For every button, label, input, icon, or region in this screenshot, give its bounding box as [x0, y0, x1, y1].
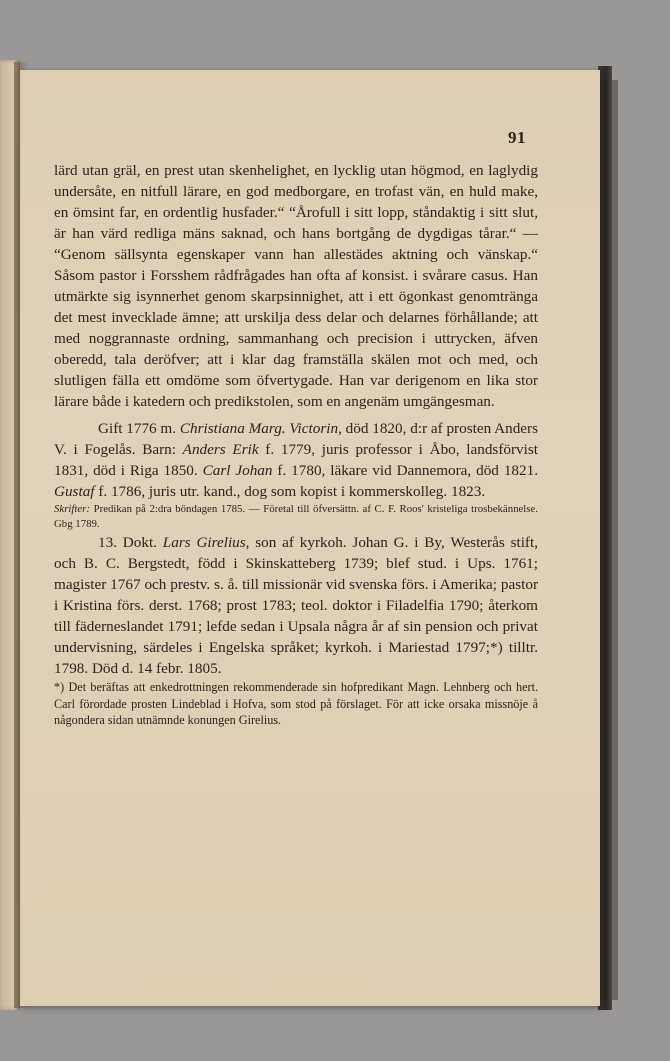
wife-name: Christiana Marg. Victorin: [179, 420, 339, 437]
writings-note: [54, 502, 538, 532]
entry-13-paragraph: [54, 532, 538, 679]
family-after-child1: f. 1779, juris professor i Åbo, landsförvist 1831, död i Riga 1850.: [54, 441, 538, 479]
child-name-gustaf: Gustaf: [54, 483, 95, 500]
family-paragraph: [54, 418, 538, 502]
family-after-child3: f. 1786, juris utr. kand., dog som kopist i kommerskolleg. 1823.: [94, 483, 486, 500]
page-body: [54, 160, 538, 729]
page-number: 91: [508, 128, 526, 147]
writings-text: Predikan på 2:dra böndagen 1785. — Företal till öfversättn. af C. F. Roos' kristeliga trosbekännelse. Gbg 1789.: [54, 503, 538, 530]
biography-paragraph: lärd utan gräl, en prest utan skenhelighet, en lycklig utan högmod, en laglydig undersåte, en nitfull lärare, en god medborgare, en trofast vän, en huld make, en ömsint far, en ordentlig husfader.“ “Årofull i sitt lopp, ståndaktig i sitt slut, är han värd redliga mäns saknad, och hans bortgång de dygdigas tårar.“ — “Genom sällsynta egenskaper vann han allestädes aktning och vänskap.“ Såsom pastor i Forsshem rådfrågades han ofta af konsist. i svårare casus. Han utmärkte sig isynnerhet genom skarpsinnighet, att i ett ögonkast genomtränga det mest invecklade ämne; att urskilja dess delar och delarnes förhållande; att med noggrannaste ordning, sammanhang och precision i uttrycken, äfven oberedd, tala deröfver; att i klar dag framställa skälen mot och med, och slutligen fälla ett omdöme som öfvertygade. Han var derigenom en lika stor lärare både i katedern och predikstolen, som en angenäm umgängesman.: [54, 162, 538, 410]
book-cover-back: [612, 80, 618, 1000]
child-name-anders-erik: Anders Erik: [182, 441, 259, 458]
child-name-carl-johan: Carl Johan: [202, 462, 273, 479]
entry-13-text: , son af kyrkoh. Johan G. i By, Westerås stift, och B. C. Bergstedt, född i Skinskatteberg 1739; blef stud. i Ups. 1761; magister 1767 och prestv. s. å. till missionär vid svenska förs. i Amerika; pastor i Kristina förs. derst. 1768; prost 1783; teol. doktor i Filadelfia 1790; återkom till fäderneslandet 1791; lefde sedan i Upsala några år af sin pension och privat undervisning, särdeles i Engelska språket; kyrkoh. i Mariestad 1797;*) tilltr. 1798. Död d. 14 febr. 1805.: [54, 534, 538, 677]
footnote: *) Det beräftas att enkedrottningen rekommenderade sin hofpredikant Magn. Lehnberg och hert. Carl förordade prosten Lindeblad i Hofva, som stod på förslaget. För att icke orsaka missnöje å någondera sidan utnämnde konungen Girelius.: [54, 680, 538, 727]
family-intro: Gift 1776 m.: [98, 420, 180, 437]
book-page: [20, 70, 600, 1006]
book-cover-edge: [598, 66, 612, 1010]
entry-13-number: 13. Dokt.: [98, 534, 163, 551]
family-after-child2: f. 1780, läkare vid Dannemora, död 1821.: [272, 462, 538, 479]
family-after-wife: , död 1820, d:r af prosten Anders V. i Fogelås. Barn:: [54, 420, 538, 458]
writings-label: Skrifter:: [54, 503, 90, 515]
entry-13-name: Lars Girelius: [162, 534, 246, 551]
